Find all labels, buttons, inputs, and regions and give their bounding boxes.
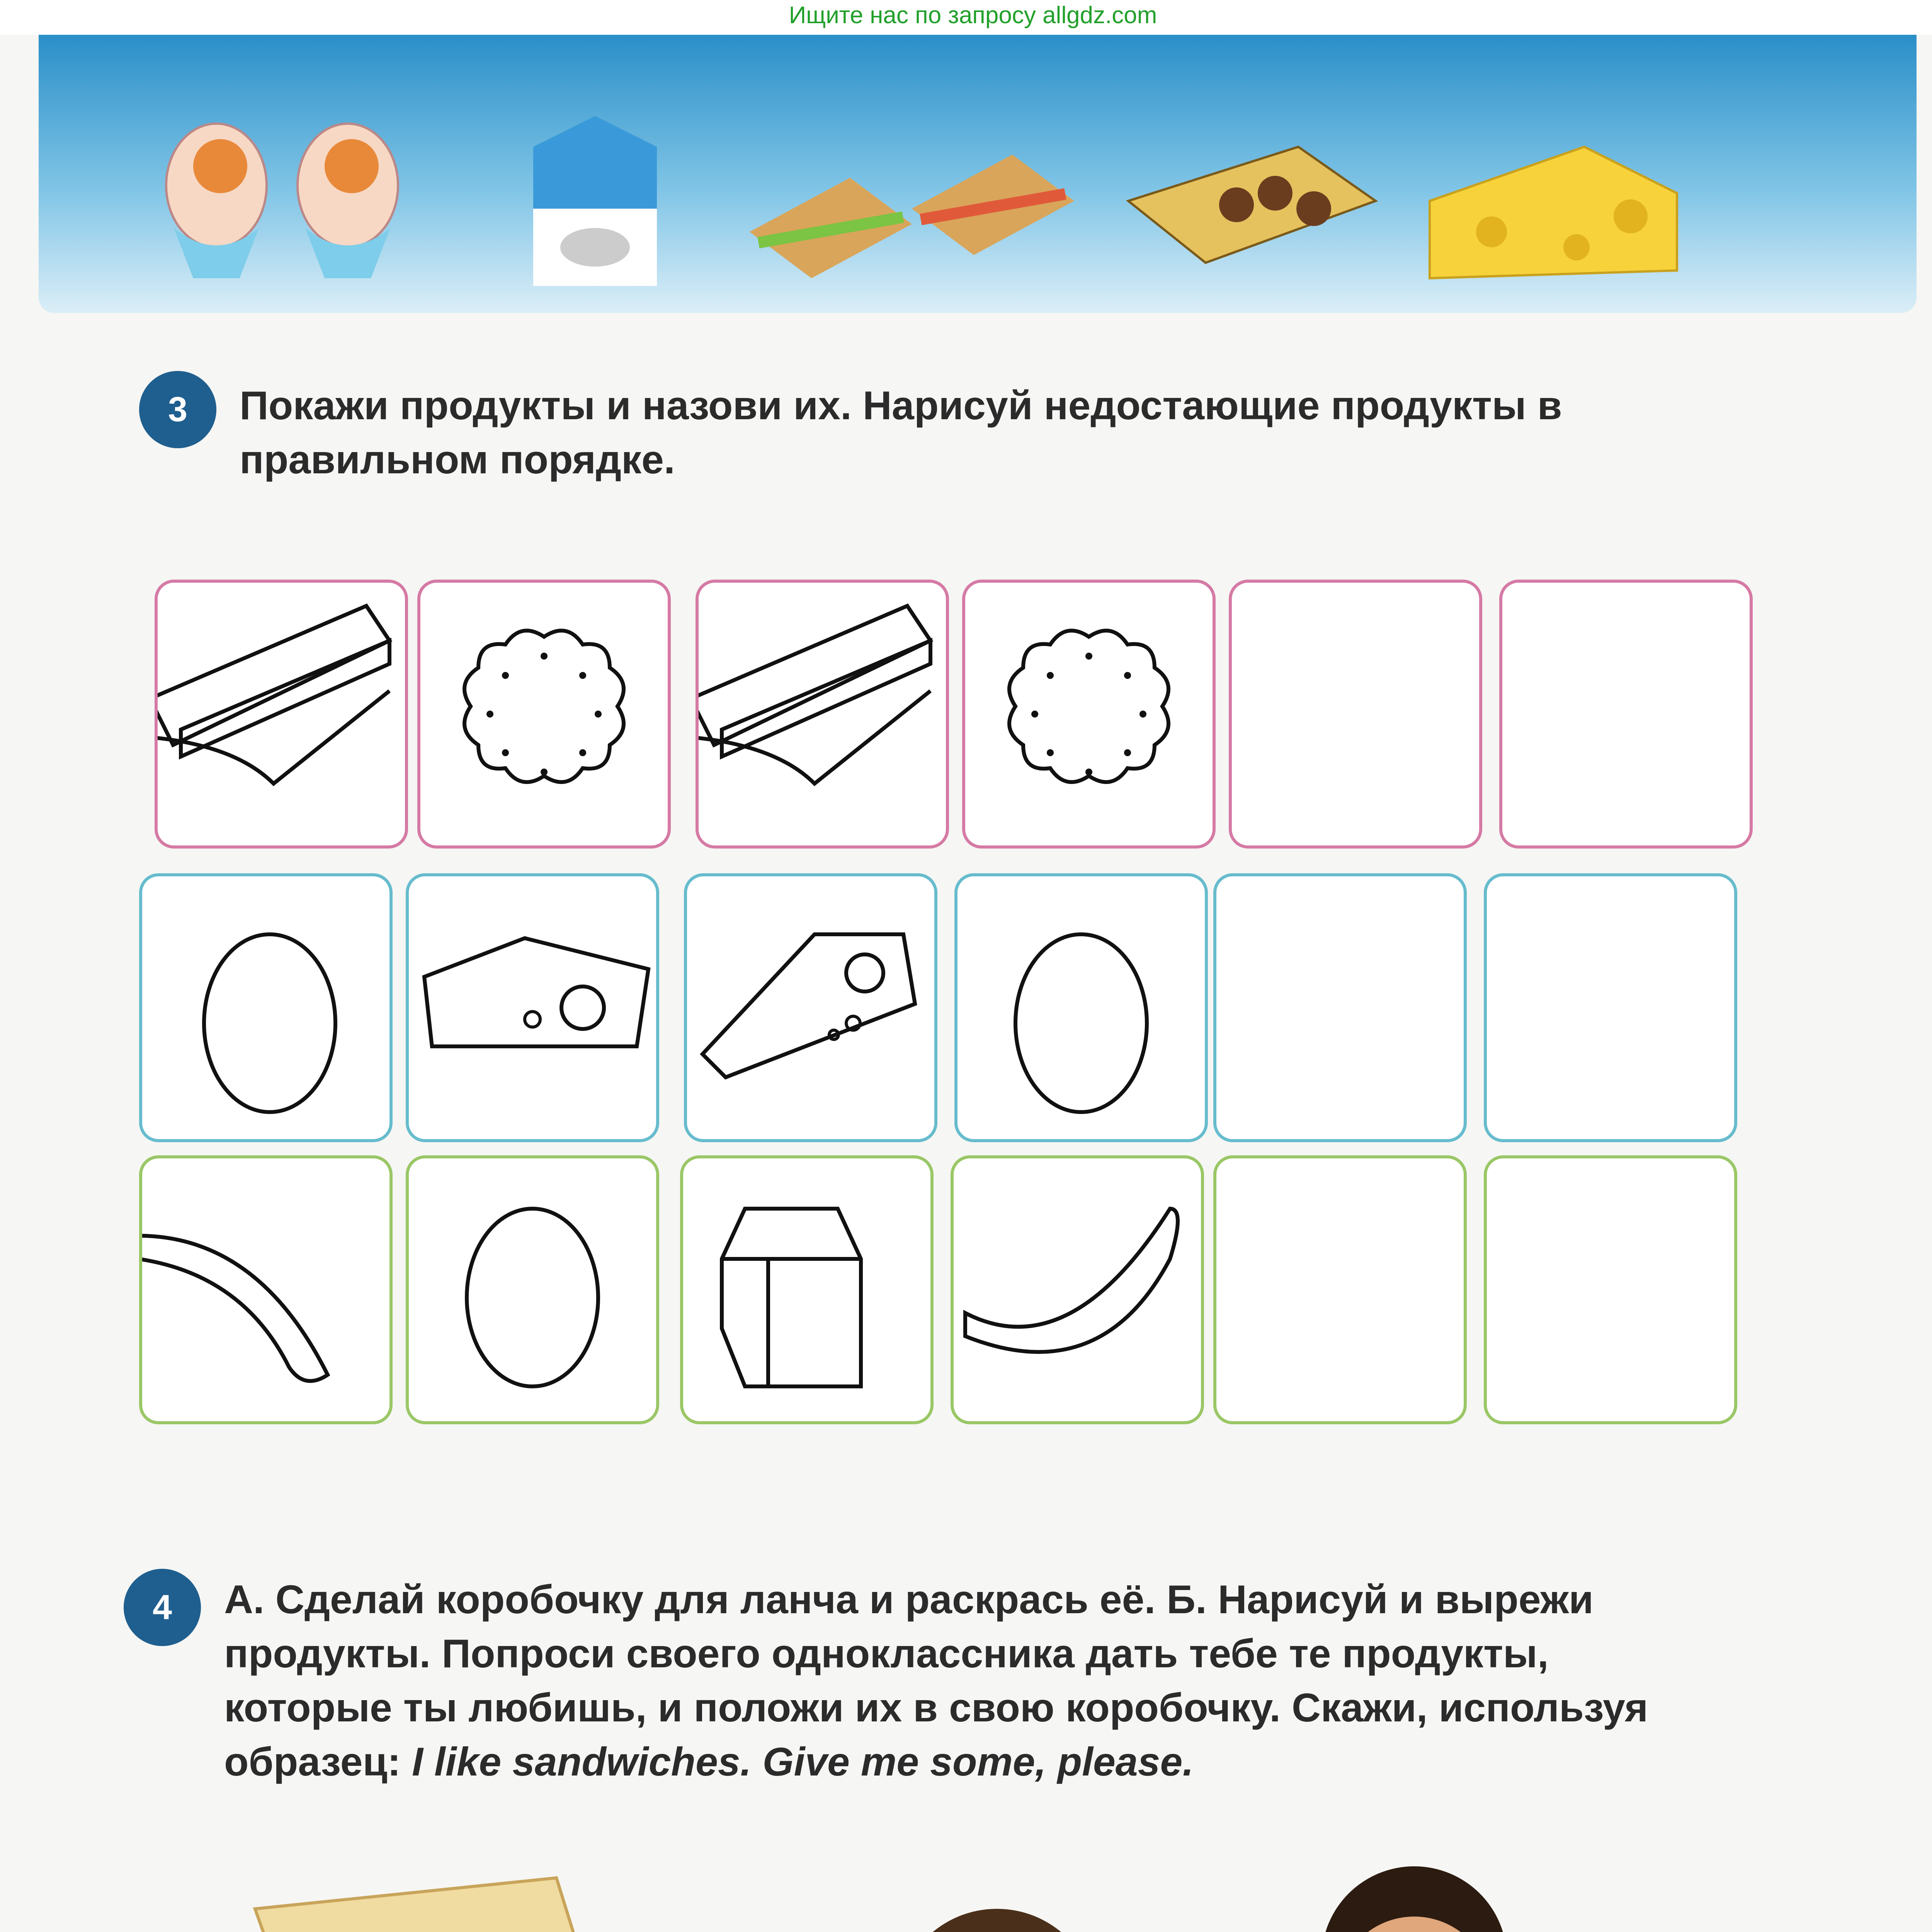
cell-cheese: [684, 873, 937, 1142]
task-4-example-phrase: I like sandwiches. Give me some, please.: [412, 1740, 1194, 1784]
lunchbox-cutout-illustration: [124, 1862, 703, 1932]
cheese-wedge-icon: [1414, 131, 1692, 301]
cheese-icon: [409, 876, 656, 1139]
top-banner[interactable]: Ищите нас по запросу allgdz.com: [0, 0, 1932, 35]
cell-egg: [406, 1155, 659, 1424]
cell-egg: [954, 873, 1208, 1142]
task-4-number: 4: [124, 1569, 201, 1646]
milk-carton-icon: [510, 100, 680, 301]
biscuit-icon: [965, 583, 1213, 845]
cell-empty[interactable]: [1213, 1155, 1467, 1424]
cell-biscuit: [417, 580, 671, 849]
eggs-in-cups-icon: [139, 100, 433, 301]
sandwiches-icon: [734, 131, 1082, 294]
cell-biscuit: [962, 580, 1216, 849]
task-3-number: 3: [139, 371, 216, 448]
cell-empty[interactable]: [1499, 580, 1753, 849]
cell-empty[interactable]: [1484, 1155, 1737, 1424]
cell-sandwich: [696, 580, 949, 849]
cell-egg: [139, 873, 393, 1142]
sandwich-icon: [699, 583, 946, 845]
cell-sandwich: [155, 580, 408, 849]
cell-banana: [139, 1155, 393, 1424]
biscuit-icon: [420, 583, 668, 845]
cell-milk: [680, 1155, 934, 1424]
banana-icon: [954, 1158, 1201, 1421]
cell-empty[interactable]: [1229, 580, 1482, 849]
task-4-instruction-main: А. Сделай коробочку для ланча и раскрась её. Б. Нарисуй и вырежи продукты. Попроси своего одноклассника дать тебе те продукты, которые ты любишь, и положи их в свою коробочку. Скажи, используя образец:: [224, 1577, 1648, 1784]
cell-empty[interactable]: [1213, 873, 1467, 1142]
cell-banana: [951, 1155, 1204, 1424]
cell-cheese: [406, 873, 659, 1142]
task-4-instruction: [224, 1573, 1692, 1789]
cheese-icon: [687, 876, 934, 1139]
children-playing-photo: [757, 1832, 1685, 1932]
cell-empty[interactable]: [1484, 873, 1737, 1142]
sandwich-icon: [158, 583, 405, 845]
biscuits-box-icon: [1121, 131, 1383, 294]
milk-carton-icon: [683, 1158, 930, 1421]
task-3-instruction: Покажи продукты и назови их. Нарисуй недостающие продукты в правильном порядке.: [240, 383, 1562, 482]
banana-icon: [142, 1158, 389, 1421]
egg-icon: [409, 1158, 656, 1421]
egg-icon: [142, 876, 389, 1139]
egg-icon: [957, 876, 1205, 1139]
